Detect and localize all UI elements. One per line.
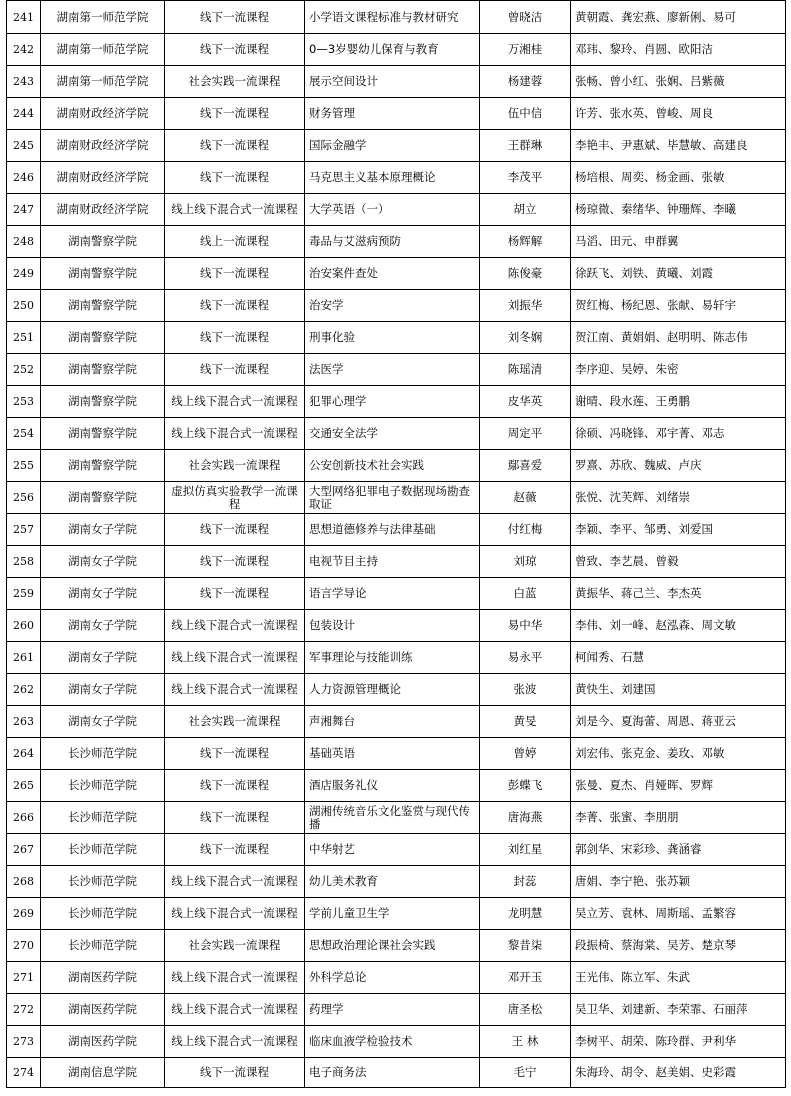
row-number: 248 — [7, 226, 41, 258]
course-lead-cell: 鄢喜爱 — [480, 450, 571, 482]
row-number: 249 — [7, 258, 41, 290]
table-row — [7, 322, 786, 354]
course-name-cell: 声湘舞台 — [305, 706, 480, 738]
school-cell: 长沙师范学院 — [41, 802, 165, 834]
table-row — [7, 194, 786, 226]
course-name-cell: 外科学总论 — [305, 962, 480, 994]
team-members-cell: 邓玮、黎玲、肖圆、欧阳洁 — [571, 34, 786, 66]
course-name-cell: 0—3岁婴幼儿保育与教育 — [305, 34, 480, 66]
course-name-cell: 交通安全法学 — [305, 418, 480, 450]
course-name-cell: 国际金融学 — [305, 130, 480, 162]
school-cell: 湖南警察学院 — [41, 226, 165, 258]
row-number: 258 — [7, 546, 41, 578]
course-type-cell: 线上线下混合式一流课程 — [165, 994, 305, 1026]
table-row — [7, 898, 786, 930]
row-number: 274 — [7, 1058, 41, 1088]
course-type-cell: 线下一流课程 — [165, 34, 305, 66]
course-type-cell: 线下一流课程 — [165, 1, 305, 34]
course-type-cell: 虚拟仿真实验教学一流课程 — [165, 482, 305, 514]
row-number: 273 — [7, 1026, 41, 1058]
row-number: 265 — [7, 770, 41, 802]
school-cell: 湖南第一师范学院 — [41, 1, 165, 34]
team-members-cell: 黄振华、蒋己兰、李杰英 — [571, 578, 786, 610]
course-list-table — [6, 0, 786, 1088]
course-lead-cell: 曾晓洁 — [480, 1, 571, 34]
course-type-cell: 线下一流课程 — [165, 290, 305, 322]
table-row — [7, 1, 786, 34]
course-lead-cell: 王群琳 — [480, 130, 571, 162]
school-cell: 湖南女子学院 — [41, 674, 165, 706]
course-type-cell: 线下一流课程 — [165, 834, 305, 866]
course-lead-cell: 白蓝 — [480, 578, 571, 610]
course-type-cell: 线上线下混合式一流课程 — [165, 674, 305, 706]
course-type-cell: 线下一流课程 — [165, 354, 305, 386]
course-lead-cell: 刘振华 — [480, 290, 571, 322]
team-members-cell: 朱海玲、胡令、赵美娟、史彩霞 — [571, 1058, 786, 1088]
team-members-cell: 张曼、夏杰、肖娅晖、罗辉 — [571, 770, 786, 802]
course-name-cell: 中华射艺 — [305, 834, 480, 866]
table-row — [7, 130, 786, 162]
row-number: 269 — [7, 898, 41, 930]
school-cell: 湖南警察学院 — [41, 354, 165, 386]
team-members-cell: 吴立芳、袁林、周斯瑶、孟繁容 — [571, 898, 786, 930]
school-cell: 湖南财政经济学院 — [41, 130, 165, 162]
row-number: 252 — [7, 354, 41, 386]
row-number: 251 — [7, 322, 41, 354]
school-cell: 长沙师范学院 — [41, 834, 165, 866]
course-type-cell: 线下一流课程 — [165, 770, 305, 802]
course-type-cell: 线上线下混合式一流课程 — [165, 642, 305, 674]
table-row — [7, 418, 786, 450]
course-type-cell: 线下一流课程 — [165, 1058, 305, 1088]
team-members-cell: 贺红梅、杨纪恩、张献、易轩宇 — [571, 290, 786, 322]
course-lead-cell: 胡立 — [480, 194, 571, 226]
school-cell: 湖南医药学院 — [41, 962, 165, 994]
team-members-cell: 徐跃飞、刘铁、黄曦、刘霞 — [571, 258, 786, 290]
table-row — [7, 450, 786, 482]
team-members-cell: 刘是今、夏海蕾、周恩、蒋亚云 — [571, 706, 786, 738]
table-row — [7, 258, 786, 290]
team-members-cell: 张悦、沈芙辉、刘绪崇 — [571, 482, 786, 514]
course-type-cell: 线下一流课程 — [165, 514, 305, 546]
school-cell: 长沙师范学院 — [41, 898, 165, 930]
course-type-cell: 社会实践一流课程 — [165, 66, 305, 98]
row-number: 243 — [7, 66, 41, 98]
course-lead-cell: 封蕊 — [480, 866, 571, 898]
table-row — [7, 930, 786, 962]
course-name-cell: 电视节目主持 — [305, 546, 480, 578]
team-members-cell: 刘宏伟、张克金、姜玫、邓敏 — [571, 738, 786, 770]
table-row — [7, 386, 786, 418]
course-type-cell: 线下一流课程 — [165, 130, 305, 162]
table-row — [7, 1026, 786, 1058]
school-cell: 湖南警察学院 — [41, 482, 165, 514]
course-name-cell: 军事理论与技能训练 — [305, 642, 480, 674]
table-row — [7, 1058, 786, 1088]
team-members-cell: 李菁、张蜜、李朋朋 — [571, 802, 786, 834]
row-number: 271 — [7, 962, 41, 994]
table-row — [7, 674, 786, 706]
row-number: 262 — [7, 674, 41, 706]
course-name-cell: 湖湘传统音乐文化鉴赏与现代传播 — [305, 802, 480, 834]
table-row — [7, 706, 786, 738]
course-lead-cell: 刘红星 — [480, 834, 571, 866]
team-members-cell: 许芳、张水英、曾峻、周良 — [571, 98, 786, 130]
table-row — [7, 962, 786, 994]
school-cell: 湖南女子学院 — [41, 514, 165, 546]
table-row — [7, 546, 786, 578]
row-number: 263 — [7, 706, 41, 738]
table-row — [7, 610, 786, 642]
row-number: 255 — [7, 450, 41, 482]
school-cell: 湖南第一师范学院 — [41, 34, 165, 66]
course-type-cell: 社会实践一流课程 — [165, 450, 305, 482]
table-row — [7, 290, 786, 322]
row-number: 268 — [7, 866, 41, 898]
course-lead-cell: 皮华英 — [480, 386, 571, 418]
school-cell: 长沙师范学院 — [41, 738, 165, 770]
course-type-cell: 线上线下混合式一流课程 — [165, 898, 305, 930]
course-lead-cell: 毛宁 — [480, 1058, 571, 1088]
team-members-cell: 唐娟、李宁艳、张苏颖 — [571, 866, 786, 898]
course-lead-cell: 万湘桂 — [480, 34, 571, 66]
course-lead-cell: 周定平 — [480, 418, 571, 450]
course-type-cell: 线下一流课程 — [165, 546, 305, 578]
course-type-cell: 线下一流课程 — [165, 258, 305, 290]
course-lead-cell: 付红梅 — [480, 514, 571, 546]
course-type-cell: 线下一流课程 — [165, 738, 305, 770]
row-number: 241 — [7, 1, 41, 34]
course-type-cell: 线上线下混合式一流课程 — [165, 1026, 305, 1058]
course-lead-cell: 黄旻 — [480, 706, 571, 738]
table-row — [7, 738, 786, 770]
team-members-cell: 徐硕、冯晓锋、邓宇菁、邓志 — [571, 418, 786, 450]
school-cell: 湖南警察学院 — [41, 322, 165, 354]
table-row — [7, 482, 786, 514]
team-members-cell: 张畅、曾小红、张娴、吕紫薇 — [571, 66, 786, 98]
course-lead-cell: 李茂平 — [480, 162, 571, 194]
row-number: 270 — [7, 930, 41, 962]
course-lead-cell: 龙明慧 — [480, 898, 571, 930]
course-name-cell: 思想政治理论课社会实践 — [305, 930, 480, 962]
school-cell: 长沙师范学院 — [41, 770, 165, 802]
course-type-cell: 线下一流课程 — [165, 162, 305, 194]
table-row — [7, 34, 786, 66]
team-members-cell: 李颖、李平、邹勇、刘爱国 — [571, 514, 786, 546]
course-name-cell: 犯罪心理学 — [305, 386, 480, 418]
row-number: 260 — [7, 610, 41, 642]
course-type-cell: 线上线下混合式一流课程 — [165, 866, 305, 898]
row-number: 254 — [7, 418, 41, 450]
course-name-cell: 治安案件查处 — [305, 258, 480, 290]
school-cell: 湖南女子学院 — [41, 546, 165, 578]
course-type-cell: 线上线下混合式一流课程 — [165, 386, 305, 418]
course-name-cell: 治安学 — [305, 290, 480, 322]
course-lead-cell: 彭蝶飞 — [480, 770, 571, 802]
course-lead-cell: 曾婷 — [480, 738, 571, 770]
row-number: 250 — [7, 290, 41, 322]
course-name-cell: 人力资源管理概论 — [305, 674, 480, 706]
course-type-cell: 线上线下混合式一流课程 — [165, 610, 305, 642]
course-type-cell: 社会实践一流课程 — [165, 930, 305, 962]
school-cell: 长沙师范学院 — [41, 866, 165, 898]
course-lead-cell: 杨辉解 — [480, 226, 571, 258]
course-name-cell: 刑事化验 — [305, 322, 480, 354]
team-members-cell: 柯闻秀、石慧 — [571, 642, 786, 674]
course-lead-cell: 刘冬娴 — [480, 322, 571, 354]
course-name-cell: 临床血液学检验技术 — [305, 1026, 480, 1058]
course-name-cell: 大型网络犯罪电子数据现场勘查取证 — [305, 482, 480, 514]
course-lead-cell: 陈俊豪 — [480, 258, 571, 290]
school-cell: 湖南财政经济学院 — [41, 194, 165, 226]
row-number: 244 — [7, 98, 41, 130]
course-name-cell: 财务管理 — [305, 98, 480, 130]
school-cell: 湖南医药学院 — [41, 1026, 165, 1058]
school-cell: 湖南女子学院 — [41, 578, 165, 610]
table-row — [7, 66, 786, 98]
team-members-cell: 谢晴、段水莲、王勇鹏 — [571, 386, 786, 418]
team-members-cell: 郭剑华、宋彩珍、龚涵睿 — [571, 834, 786, 866]
row-number: 256 — [7, 482, 41, 514]
table-row — [7, 578, 786, 610]
school-cell: 湖南财政经济学院 — [41, 162, 165, 194]
table-row — [7, 834, 786, 866]
course-name-cell: 基础英语 — [305, 738, 480, 770]
course-type-cell: 社会实践一流课程 — [165, 706, 305, 738]
table-row — [7, 162, 786, 194]
table-row — [7, 514, 786, 546]
course-type-cell: 线下一流课程 — [165, 322, 305, 354]
team-members-cell: 李伟、刘一峰、赵泓森、周文敏 — [571, 610, 786, 642]
school-cell: 湖南财政经济学院 — [41, 98, 165, 130]
row-number: 246 — [7, 162, 41, 194]
course-name-cell: 法医学 — [305, 354, 480, 386]
table-row — [7, 802, 786, 834]
row-number: 261 — [7, 642, 41, 674]
table-row — [7, 770, 786, 802]
team-members-cell: 黄快生、刘建国 — [571, 674, 786, 706]
row-number: 259 — [7, 578, 41, 610]
course-type-cell: 线下一流课程 — [165, 98, 305, 130]
row-number: 266 — [7, 802, 41, 834]
table-row — [7, 226, 786, 258]
course-lead-cell: 陈瑶清 — [480, 354, 571, 386]
course-type-cell: 线上线下混合式一流课程 — [165, 418, 305, 450]
row-number: 272 — [7, 994, 41, 1026]
school-cell: 长沙师范学院 — [41, 930, 165, 962]
school-cell: 湖南女子学院 — [41, 610, 165, 642]
team-members-cell: 罗熹、苏欣、魏威、卢庆 — [571, 450, 786, 482]
course-lead-cell: 邓开玉 — [480, 962, 571, 994]
row-number: 253 — [7, 386, 41, 418]
team-members-cell: 王光伟、陈立军、朱武 — [571, 962, 786, 994]
course-type-cell: 线下一流课程 — [165, 578, 305, 610]
course-name-cell: 大学英语（一） — [305, 194, 480, 226]
row-number: 267 — [7, 834, 41, 866]
table-row — [7, 994, 786, 1026]
course-name-cell: 语言学导论 — [305, 578, 480, 610]
team-members-cell: 吴卫华、刘建新、李荣霏、石丽萍 — [571, 994, 786, 1026]
team-members-cell: 李树平、胡荣、陈玲群、尹利华 — [571, 1026, 786, 1058]
table-row — [7, 642, 786, 674]
team-members-cell: 段振椅、蔡海棠、吴芳、楚京琴 — [571, 930, 786, 962]
course-lead-cell: 唐海燕 — [480, 802, 571, 834]
team-members-cell: 马滔、田元、申群翼 — [571, 226, 786, 258]
course-lead-cell: 伍中信 — [480, 98, 571, 130]
table-row — [7, 98, 786, 130]
course-name-cell: 药理学 — [305, 994, 480, 1026]
course-name-cell: 包装设计 — [305, 610, 480, 642]
school-cell: 湖南警察学院 — [41, 386, 165, 418]
team-members-cell: 贺江南、黄娟娟、赵明明、陈志伟 — [571, 322, 786, 354]
school-cell: 湖南警察学院 — [41, 290, 165, 322]
course-lead-cell: 唐圣松 — [480, 994, 571, 1026]
course-name-cell: 幼儿美术教育 — [305, 866, 480, 898]
course-lead-cell: 赵薇 — [480, 482, 571, 514]
team-members-cell: 曾致、李艺晨、曾毅 — [571, 546, 786, 578]
course-name-cell: 马克思主义基本原理概论 — [305, 162, 480, 194]
course-type-cell: 线下一流课程 — [165, 802, 305, 834]
row-number: 242 — [7, 34, 41, 66]
school-cell: 湖南信息学院 — [41, 1058, 165, 1088]
course-type-cell: 线上线下混合式一流课程 — [165, 194, 305, 226]
course-lead-cell: 易中华 — [480, 610, 571, 642]
school-cell: 湖南警察学院 — [41, 258, 165, 290]
row-number: 245 — [7, 130, 41, 162]
course-name-cell: 公安创新技术社会实践 — [305, 450, 480, 482]
course-type-cell: 线上线下混合式一流课程 — [165, 962, 305, 994]
school-cell: 湖南警察学院 — [41, 450, 165, 482]
school-cell: 湖南医药学院 — [41, 994, 165, 1026]
course-name-cell: 展示空间设计 — [305, 66, 480, 98]
course-lead-cell: 杨建蓉 — [480, 66, 571, 98]
course-lead-cell: 易永平 — [480, 642, 571, 674]
course-name-cell: 电子商务法 — [305, 1058, 480, 1088]
course-name-cell: 酒店服务礼仪 — [305, 770, 480, 802]
course-lead-cell: 黎昔柒 — [480, 930, 571, 962]
course-name-cell: 小学语文课程标准与教材研究 — [305, 1, 480, 34]
row-number: 264 — [7, 738, 41, 770]
school-cell: 湖南警察学院 — [41, 418, 165, 450]
team-members-cell: 杨培根、周奕、杨金画、张敏 — [571, 162, 786, 194]
school-cell: 湖南第一师范学院 — [41, 66, 165, 98]
table-body — [7, 1, 786, 1088]
row-number: 257 — [7, 514, 41, 546]
course-name-cell: 毒品与艾滋病预防 — [305, 226, 480, 258]
table-row — [7, 354, 786, 386]
team-members-cell: 李序迎、吴婷、朱密 — [571, 354, 786, 386]
course-lead-cell: 刘琼 — [480, 546, 571, 578]
team-members-cell: 黄朝霞、龚宏燕、廖新俐、易可 — [571, 1, 786, 34]
course-name-cell: 学前儿童卫生学 — [305, 898, 480, 930]
table-row — [7, 866, 786, 898]
school-cell: 湖南女子学院 — [41, 642, 165, 674]
school-cell: 湖南女子学院 — [41, 706, 165, 738]
course-lead-cell: 王 林 — [480, 1026, 571, 1058]
course-name-cell: 思想道德修养与法律基础 — [305, 514, 480, 546]
team-members-cell: 李艳丰、尹惠斌、毕慧敏、高建良 — [571, 130, 786, 162]
team-members-cell: 杨琼微、秦绪华、钟珊辉、李曦 — [571, 194, 786, 226]
row-number: 247 — [7, 194, 41, 226]
course-type-cell: 线上一流课程 — [165, 226, 305, 258]
course-lead-cell: 张波 — [480, 674, 571, 706]
